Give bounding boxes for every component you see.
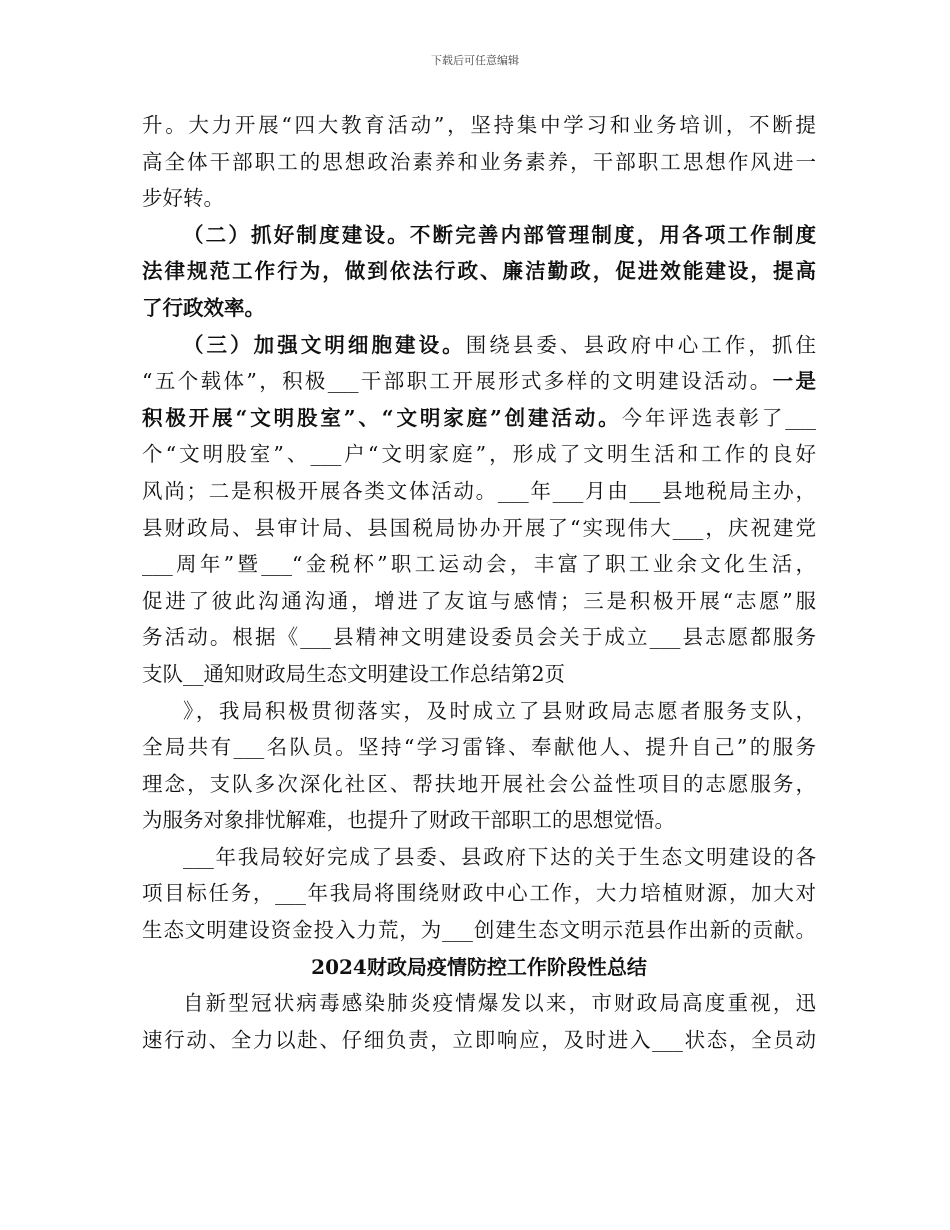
body-line: 全局共有___名队员。坚持“学习雷锋、奉献他人、提升自己”的服务 xyxy=(142,735,816,760)
body-line: 促进了彼此沟通沟通，增进了友谊与感情；三是积极开展“志愿”服 xyxy=(142,588,816,613)
body-line: 个“文明股室”、___户“文明家庭”，形成了文明生活和工作的良好 xyxy=(142,442,816,467)
body-line: 速行动、全力以赴、仔细负责，立即响应，及时进入___状态，全员动 xyxy=(142,1027,816,1052)
body-line: 高全体干部职工的思想政治素养和业务素养，干部职工思想作风进一 xyxy=(142,149,816,174)
body-line: 项目标任务，___年我局将围绕财政中心工作，大力培植财源，加大对 xyxy=(142,881,816,906)
body-line: ___周年”暨___“金税杯”职工运动会，丰富了职工业余文化生活， xyxy=(142,552,816,577)
body-line xyxy=(142,327,816,364)
section-heading-2: （二）抓好制度建设。不断完善内部管理制度，用各项工作制度 xyxy=(183,222,816,247)
document-body xyxy=(142,107,816,1058)
body-line: ___年我局较好完成了县委、县政府下达的关于生态文明建设的各 xyxy=(183,844,816,869)
body-line xyxy=(142,363,816,400)
body-line: 生态文明建设资金投入力荒，为___创建生态文明示范县作出新的贡献。 xyxy=(142,918,816,943)
body-line: 自新型冠状病毒感染肺炎疫情爆发以来，市财政局高度重视，迅 xyxy=(183,991,816,1016)
body-line: 风尚；二是积极开展各类文体活动。___年___月由___县地税局主办， xyxy=(142,478,816,503)
body-line: 升。大力开展“四大教育活动”，坚持集中学习和业务培训，不断提 xyxy=(142,113,816,137)
body-line: 为服务对象排忧解难，也提升了财政干部职工的思想觉悟。 xyxy=(142,808,675,833)
body-line: 理念，支队多次深化社区、帮扶地开展社会公益性项目的志愿服务， xyxy=(142,771,816,796)
body-line xyxy=(142,400,816,437)
section-heading-3: （三）加强文明细胞建设。 xyxy=(183,332,466,357)
section-title: 2024财政局疫情防控工作阶段性总结 xyxy=(311,954,647,979)
body-line: 》，我局积极贯彻落实，及时成立了县财政局志愿者服务支队， xyxy=(183,698,816,723)
bold-text: 一是 xyxy=(772,369,816,394)
body-text: 围绕县委、县政府中心工作，抓住 xyxy=(465,332,816,357)
body-line-bold: 了行政效率。 xyxy=(142,295,265,320)
body-line: 步好转。 xyxy=(142,186,224,211)
body-line: 务活动。根据《___县精神文明建设委员会关于成立___县志愿都服务 xyxy=(142,625,816,650)
body-line: 县财政局、县审计局、县国税局协办开展了“实现伟大___，庆祝建党 xyxy=(142,515,816,540)
bold-text: 积极开展“文明股室”、“文明家庭”创建活动。 xyxy=(142,405,622,430)
body-text: 今年评选表彰了___ xyxy=(621,405,816,430)
page-header: 下载后可任意编辑 xyxy=(431,54,519,67)
body-line: 支队__通知财政局生态文明建设工作总结第2页 xyxy=(142,661,566,686)
body-text: “五个载体”，积极___干部职工开展形式多样的文明建设活动。 xyxy=(142,369,773,394)
body-line-bold: 法律规范工作行为，做到依法行政、廉洁勤政，促进效能建设，提高 xyxy=(142,259,816,284)
